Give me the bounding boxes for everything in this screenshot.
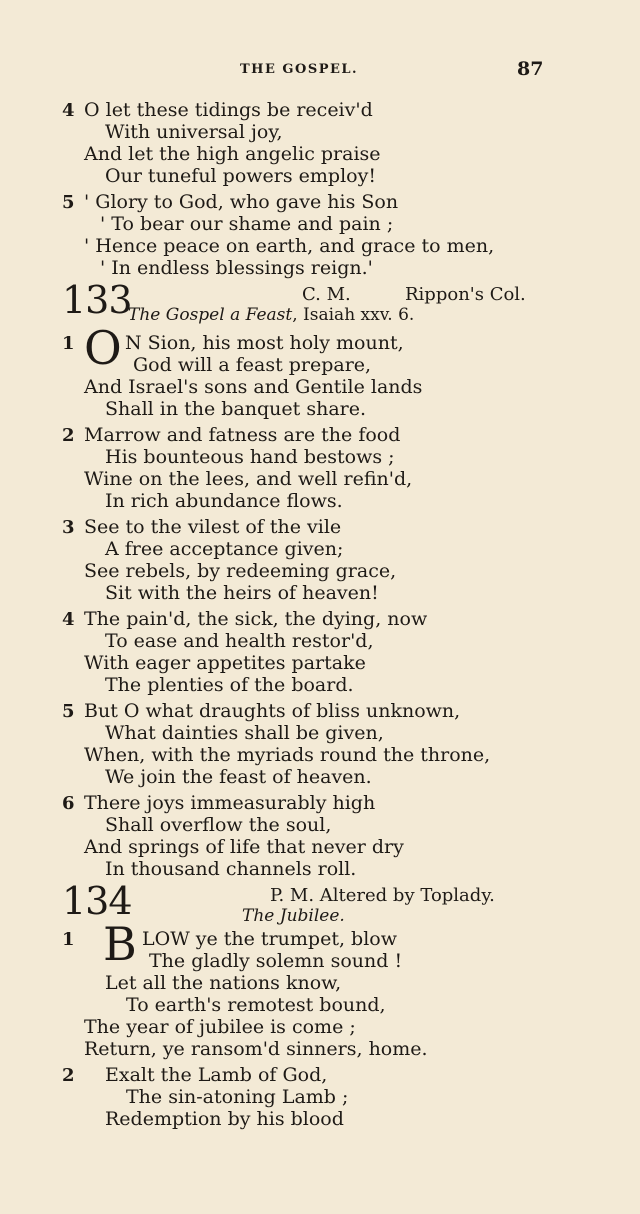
verse-line: LOW ye the trumpet, blow <box>142 928 397 950</box>
verse-line: See to the vilest of the vile <box>84 516 342 538</box>
verse-number: 4 <box>62 609 75 630</box>
verse-line: ' To bear our shame and pain ; <box>100 213 394 235</box>
verse-line: There joys immeasurably high <box>84 792 376 814</box>
verse-line: Our tuneful powers employ! <box>105 165 376 187</box>
hymn-number: 134 <box>62 879 132 923</box>
verse-line: O let these tidings be receiv'd <box>84 99 373 121</box>
verse-line: And springs of life that never dry <box>84 836 404 858</box>
verse-line: The sin-atoning Lamb ; <box>126 1086 349 1108</box>
verse-line: With universal joy, <box>105 121 283 143</box>
verse-line: Exalt the Lamb of God, <box>105 1064 328 1086</box>
hymn-title: The Jubilee. <box>242 906 345 926</box>
verse-line: And Israel's sons and Gentile lands <box>84 376 423 398</box>
verse-line: The gladly solemn sound ! <box>149 950 403 972</box>
hymn-meter: C. M. <box>302 284 351 305</box>
verse-number: 3 <box>62 517 75 538</box>
verse-line: His bounteous hand bestows ; <box>105 446 395 468</box>
verse-line: To earth's remotest bound, <box>126 994 386 1016</box>
verse-line: When, with the myriads round the throne, <box>84 744 491 766</box>
verse-line: ' In endless blessings reign.' <box>100 257 373 279</box>
verse-line: In thousand channels roll. <box>105 858 357 880</box>
page-number: 87 <box>517 58 544 80</box>
verse-line: ' Hence peace on earth, and grace to men, <box>84 235 495 257</box>
verse-line: Shall in the banquet share. <box>105 398 367 420</box>
verse-line: Return, ye ransom'd sinners, home. <box>84 1038 428 1060</box>
verse-line: God will a feast prepare, <box>133 354 372 376</box>
verse-line: The plenties of the board. <box>105 674 354 696</box>
verse-number: 5 <box>62 701 75 722</box>
drop-cap: O <box>84 321 122 375</box>
verse-number: 2 <box>62 425 75 446</box>
verse-line: Redemption by his blood <box>105 1108 344 1130</box>
verse-number: 5 <box>62 192 75 213</box>
running-header: THE GOSPEL. <box>240 62 359 77</box>
verse-line: The pain'd, the sick, the dying, now <box>84 608 428 630</box>
verse-line: What dainties shall be given, <box>105 722 384 744</box>
verse-number: 1 <box>62 929 75 950</box>
verse-number: 6 <box>62 793 75 814</box>
verse-line: But O what draughts of bliss unknown, <box>84 700 461 722</box>
verse-line: With eager appetites partake <box>84 652 366 674</box>
verse-number: 2 <box>62 1065 75 1086</box>
verse-line: Let all the nations know, <box>105 972 342 994</box>
verse-line: The year of jubilee is come ; <box>84 1016 356 1038</box>
verse-line: See rebels, by redeeming grace, <box>84 560 397 582</box>
verse-line: Shall overflow the soul, <box>105 814 332 836</box>
verse-line: And let the high angelic praise <box>84 143 381 165</box>
verse-line: In rich abundance flows. <box>105 490 343 512</box>
verse-line: We join the feast of heaven. <box>105 766 372 788</box>
verse-line: A free acceptance given; <box>105 538 344 560</box>
hymn-source: Rippon's Col. <box>405 284 526 305</box>
hymn-title <box>128 305 414 325</box>
hymn-number: 133 <box>62 278 132 322</box>
hymn-meter: P. M. Altered by Toplady. <box>270 885 495 906</box>
verse-line: To ease and health restor'd, <box>105 630 374 652</box>
verse-line: Wine on the lees, and well refin'd, <box>84 468 413 490</box>
hymn-reference: , Isaiah xxv. 6. <box>292 305 415 325</box>
verse-line: N Sion, his most holy mount, <box>125 332 404 354</box>
verse-number: 4 <box>62 100 75 121</box>
verse-line: Sit with the heirs of heaven! <box>105 582 379 604</box>
verse-number: 1 <box>62 333 75 354</box>
drop-cap: B <box>103 917 137 971</box>
verse-line: Marrow and fatness are the food <box>84 424 401 446</box>
verse-line: ' Glory to God, who gave his Son <box>84 191 399 213</box>
hymn-title-text: The Gospel a Feast <box>128 305 293 325</box>
